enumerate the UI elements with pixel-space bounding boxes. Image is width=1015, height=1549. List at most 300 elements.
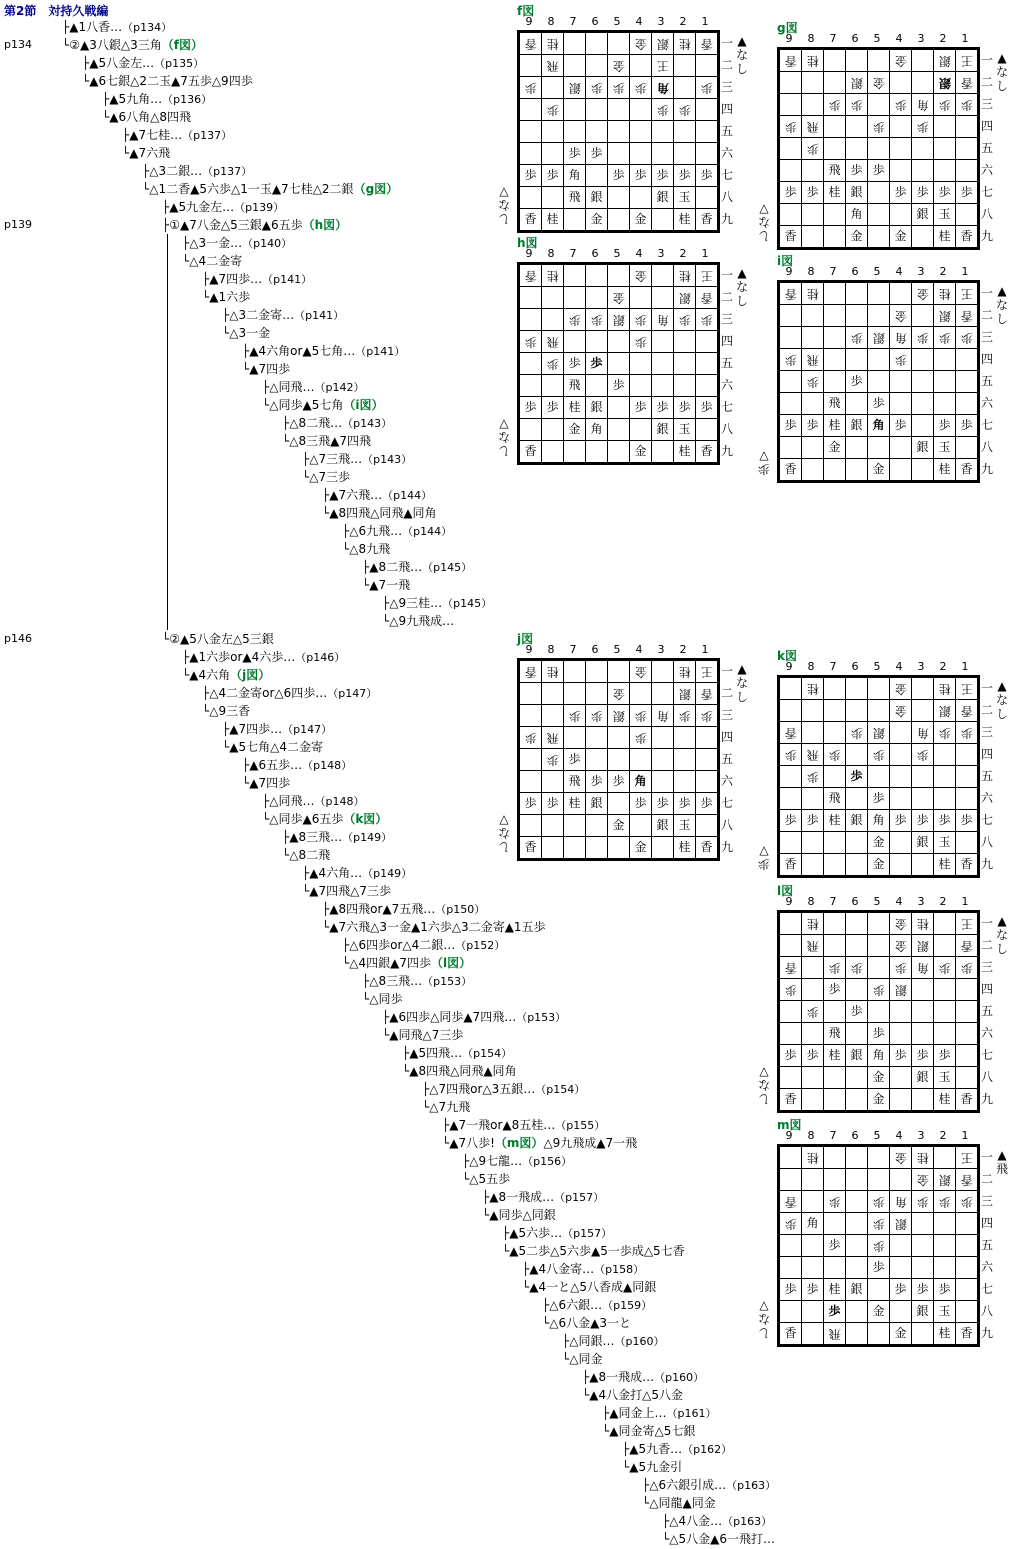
move-line: [262, 396, 383, 414]
board-square: 歩: [520, 165, 542, 187]
move-line: [222, 720, 332, 738]
move-text: △3一金: [229, 326, 271, 340]
shogi-board: [777, 47, 980, 250]
move-text-cont: △9九飛成▲7一飛: [543, 1136, 638, 1150]
board-square: [608, 397, 630, 419]
tree-connector: └: [262, 398, 270, 412]
file-label: 5: [873, 32, 881, 45]
rank-label: 二: [980, 1172, 993, 1186]
page-ref: （p148）: [302, 759, 353, 772]
move-text: △6六銀…: [549, 1298, 603, 1312]
board-square: 歩: [608, 375, 630, 397]
tree-connector: ├: [262, 380, 270, 394]
board-square: 歩: [630, 705, 652, 727]
board-square: [890, 72, 912, 94]
board-square: [824, 327, 846, 349]
board-square: 玉: [674, 815, 696, 837]
file-label: 9: [785, 32, 793, 45]
board-square: 歩: [564, 143, 586, 165]
board-square: 歩: [780, 1213, 802, 1235]
diagram-title: k図: [777, 649, 797, 663]
board-square: [780, 1147, 802, 1169]
board-square: [802, 1235, 824, 1257]
board-square: 歩: [868, 1023, 890, 1045]
board-square: [956, 349, 978, 371]
diagram-ref: （j図）: [230, 668, 271, 682]
board-square: [520, 683, 542, 705]
board-square: [956, 788, 978, 810]
board-square: [824, 226, 846, 248]
board-square: 歩: [956, 810, 978, 832]
board-square: [956, 832, 978, 854]
file-label: 7: [569, 15, 577, 28]
tree-connector: └: [662, 1532, 670, 1546]
board-square: 角: [630, 771, 652, 793]
board-square: 歩: [674, 705, 696, 727]
board-square: 歩: [780, 744, 802, 766]
board-square: [802, 722, 824, 744]
board-square: [586, 55, 608, 77]
board-square: [802, 1023, 824, 1045]
board-square: 銀: [652, 815, 674, 837]
move-line: [562, 1350, 602, 1368]
board-square: [608, 33, 630, 55]
tree-connector: └: [502, 1244, 510, 1258]
move-line: [662, 1530, 775, 1548]
board-square: [846, 1169, 868, 1191]
shogi-board: [517, 262, 720, 465]
board-square: [802, 305, 824, 327]
tree-connector: └: [202, 704, 210, 718]
board-square: 飛: [824, 1323, 846, 1345]
move-text: ▲6八角△8四飛: [109, 110, 191, 124]
move-text: ▲5八金左…: [89, 56, 155, 70]
move-text: △9七龍…: [469, 1154, 523, 1168]
file-label: 5: [613, 15, 621, 28]
file-label: 8: [807, 660, 815, 673]
move-text: ▲同歩△同銀: [489, 1208, 556, 1222]
rank-label: 七: [980, 185, 993, 199]
rank-label: 八: [720, 422, 733, 436]
file-label: 2: [679, 247, 687, 260]
move-line: [142, 162, 252, 180]
move-text: ▲8三飛…: [289, 830, 343, 844]
board-square: 金: [608, 815, 630, 837]
board-square: [696, 419, 718, 441]
board-square: [912, 1001, 934, 1023]
file-label: 3: [657, 247, 665, 260]
board-square: 香: [956, 459, 978, 481]
board-square: [520, 749, 542, 771]
board-square: 歩: [802, 371, 824, 393]
rank-label: 一: [720, 664, 733, 678]
rank-label: 六: [980, 396, 993, 410]
board-square: 歩: [934, 957, 956, 979]
board-square: 金: [890, 913, 912, 935]
board-square: 金: [824, 437, 846, 459]
board-square: [912, 371, 934, 393]
board-square: [868, 50, 890, 72]
page-ref: （p154）: [535, 1083, 586, 1096]
tree-connector: └: [342, 956, 350, 970]
tree-connector: └: [62, 38, 70, 52]
page-ref: （p147）: [282, 723, 333, 736]
tree-connector: └: [222, 740, 230, 754]
tree-connector: └: [322, 920, 330, 934]
board-square: [846, 1023, 868, 1045]
board-square: [868, 1323, 890, 1345]
board-square: 桂: [824, 1279, 846, 1301]
file-label: 6: [591, 247, 599, 260]
file-label: 9: [785, 660, 793, 673]
board-square: [564, 265, 586, 287]
file-label: 5: [873, 265, 881, 278]
board-square: 歩: [890, 1279, 912, 1301]
board-square: 銀: [912, 832, 934, 854]
move-text: ▲5九香…: [629, 1442, 683, 1456]
board-square: [824, 50, 846, 72]
board-square: [696, 187, 718, 209]
file-label: 4: [635, 15, 643, 28]
board-square: [890, 437, 912, 459]
board-square: [824, 1147, 846, 1169]
move-text: △4二金寄or△6四歩…: [209, 686, 328, 700]
board-square: 歩: [868, 1235, 890, 1257]
board-square: [586, 749, 608, 771]
tree-connector: ├: [502, 1226, 510, 1240]
board-square: [520, 815, 542, 837]
move-text: ▲6五歩…: [249, 758, 303, 772]
tree-connector: └: [462, 1172, 470, 1186]
file-label: 2: [939, 660, 947, 673]
move-line: [382, 1026, 463, 1044]
board-square: [696, 55, 718, 77]
move-text: ▲7一飛: [369, 578, 411, 592]
board-square: [802, 1089, 824, 1111]
page-ref: （p157）: [562, 1227, 613, 1240]
board-square: [630, 55, 652, 77]
gote-hand: △ な し: [498, 416, 511, 458]
rank-label: 三: [720, 708, 733, 722]
file-label: 4: [895, 32, 903, 45]
diagram-title: h図: [517, 236, 538, 250]
tree-connector: ├: [422, 1082, 430, 1096]
board-square: 歩: [802, 766, 824, 788]
board-square: 歩: [542, 749, 564, 771]
rank-label: 五: [980, 141, 993, 155]
board-square: [912, 979, 934, 1001]
margin-page-ref: p139: [4, 218, 32, 231]
board-square: 飛: [542, 727, 564, 749]
move-text: ▲4六角…: [309, 866, 363, 880]
move-line: [382, 612, 454, 630]
board-square: 歩: [934, 415, 956, 437]
board-square: [956, 1301, 978, 1323]
board-square: 玉: [674, 187, 696, 209]
move-line: [282, 432, 371, 450]
move-text: ▲5九角…: [109, 92, 163, 106]
file-label: 9: [785, 895, 793, 908]
board-square: [912, 1257, 934, 1279]
tree-connector: ├: [282, 416, 290, 430]
board-square: 香: [956, 305, 978, 327]
board-square: 銀: [912, 935, 934, 957]
board-square: 角: [912, 957, 934, 979]
diagram-title: f図: [517, 4, 535, 18]
board-square: [956, 160, 978, 182]
board-square: [608, 265, 630, 287]
board-square: [846, 913, 868, 935]
board-square: 歩: [934, 94, 956, 116]
tree-connector: └: [162, 632, 170, 646]
shogi-board: [777, 1144, 980, 1347]
rank-labels: [719, 32, 735, 230]
board-square: 歩: [934, 722, 956, 744]
tree-connector: └: [602, 1424, 610, 1438]
board-square: 歩: [630, 77, 652, 99]
board-square: [868, 94, 890, 116]
board-square: 歩: [912, 810, 934, 832]
board-square: 歩: [846, 957, 868, 979]
board-square: 桂: [802, 283, 824, 305]
board-square: [824, 678, 846, 700]
board-square: 香: [780, 854, 802, 876]
rank-label: 七: [720, 796, 733, 810]
file-label: 9: [525, 643, 533, 656]
move-line: [122, 126, 232, 144]
board-square: [542, 705, 564, 727]
gote-hand: △ 歩: [758, 843, 771, 871]
gote-hand: △ 歩: [758, 448, 771, 476]
board-square: 歩: [868, 1213, 890, 1235]
board-square: 歩: [956, 957, 978, 979]
board-square: 歩: [802, 182, 824, 204]
file-label: 2: [679, 15, 687, 28]
board-square: [564, 287, 586, 309]
board-square: 香: [696, 441, 718, 463]
board-square: [674, 121, 696, 143]
board-square: 金: [846, 226, 868, 248]
board-square: 桂: [934, 459, 956, 481]
move-line: [382, 1008, 566, 1026]
board-square: [890, 1301, 912, 1323]
file-label: 3: [657, 643, 665, 656]
board-square: 歩: [586, 705, 608, 727]
move-text: ▲1六歩: [209, 290, 251, 304]
move-text: ▲同金上…: [609, 1406, 667, 1420]
board-square: [674, 749, 696, 771]
board-square: [520, 287, 542, 309]
diagram-title: g図: [777, 21, 798, 35]
file-label: 1: [961, 660, 969, 673]
board-square: 香: [780, 459, 802, 481]
board-square: 香: [696, 683, 718, 705]
move-text: △同歩▲6五歩: [269, 812, 344, 826]
move-text: △同金: [569, 1352, 603, 1366]
board-square: [520, 375, 542, 397]
board-square: [956, 1279, 978, 1301]
file-label: 9: [525, 15, 533, 28]
board-square: [564, 815, 586, 837]
board-square: [824, 722, 846, 744]
move-text: ①▲7八金△5三銀▲6五歩: [169, 218, 303, 232]
move-text: ▲6四歩△同歩▲7四飛…: [389, 1010, 517, 1024]
board-square: [912, 788, 934, 810]
board-square: [868, 1169, 890, 1191]
move-line: [222, 324, 270, 342]
board-square: 歩: [696, 165, 718, 187]
board-square: 香: [520, 661, 542, 683]
board-square: [520, 187, 542, 209]
move-line: [322, 486, 432, 504]
board-square: [912, 349, 934, 371]
board-square: [934, 1023, 956, 1045]
file-labels: [778, 661, 976, 673]
rank-label: 二: [720, 290, 733, 304]
board-square: [652, 661, 674, 683]
board-square: [608, 661, 630, 683]
board-square: [608, 99, 630, 121]
board-square: 飛: [542, 331, 564, 353]
margin-page-ref: p146: [4, 632, 32, 645]
move-line: [362, 558, 472, 576]
tree-connector: ├: [462, 1154, 470, 1168]
board-square: 歩: [802, 1045, 824, 1067]
page-ref: （p155）: [555, 1119, 606, 1132]
move-line: [242, 342, 405, 360]
move-text: ▲5七角△4二金寄: [229, 740, 323, 754]
move-line: [602, 1404, 716, 1422]
board-square: [780, 94, 802, 116]
tree-connector: └: [622, 1460, 630, 1474]
board-square: [846, 305, 868, 327]
board-square: 王: [652, 55, 674, 77]
rank-label: 七: [980, 1282, 993, 1296]
board-square: 金: [890, 935, 912, 957]
board-square: 歩: [802, 1279, 824, 1301]
board-square: [956, 1001, 978, 1023]
move-text: △4八金…: [669, 1514, 723, 1528]
board-square: 金: [912, 283, 934, 305]
board-square: [956, 393, 978, 415]
board-square: [608, 331, 630, 353]
page-ref: （p158）: [594, 1263, 645, 1276]
move-line: [522, 1278, 656, 1296]
tree-connector: ├: [582, 1370, 590, 1384]
board-square: [934, 371, 956, 393]
board-square: 香: [780, 1089, 802, 1111]
move-line: [382, 594, 492, 612]
board-square: [542, 815, 564, 837]
board-square: [630, 683, 652, 705]
board-square: [608, 121, 630, 143]
board-square: 歩: [868, 393, 890, 415]
board-square: [846, 1147, 868, 1169]
move-line: [522, 1260, 644, 1278]
rank-label: 六: [980, 1026, 993, 1040]
board-square: [802, 393, 824, 415]
tree-connector: └: [222, 326, 230, 340]
board-square: [802, 1067, 824, 1089]
move-line: [362, 990, 402, 1008]
move-text: △8三飛…: [369, 974, 423, 988]
board-square: 金: [608, 683, 630, 705]
move-text: ▲5六歩…: [509, 1226, 563, 1240]
rank-label: 八: [980, 1304, 993, 1318]
board-square: [912, 678, 934, 700]
rank-label: 八: [980, 1070, 993, 1084]
board-square: 香: [956, 935, 978, 957]
board-square: [956, 116, 978, 138]
shogi-board: [777, 910, 980, 1113]
board-square: 香: [956, 1169, 978, 1191]
board-square: [520, 353, 542, 375]
board-square: [630, 815, 652, 837]
move-line: [262, 792, 364, 810]
file-label: 5: [613, 643, 621, 656]
board-square: 角: [652, 309, 674, 331]
board-square: [890, 138, 912, 160]
board-square: [564, 727, 586, 749]
rank-labels: [979, 282, 995, 480]
tree-connector: ├: [442, 1118, 450, 1132]
board-square: [824, 349, 846, 371]
board-square: 金: [608, 287, 630, 309]
tree-connector: ├: [122, 128, 130, 142]
diagram-ref: （m図）: [494, 1136, 544, 1150]
move-line: [302, 468, 350, 486]
board-square: 飛: [802, 349, 824, 371]
tree-connector: ├: [402, 1046, 410, 1060]
gote-hand: △ な し: [498, 812, 511, 854]
move-text: △4四銀▲7四歩: [349, 956, 431, 970]
board-square: 歩: [824, 979, 846, 1001]
board-square: 銀: [846, 415, 868, 437]
page-ref: （p160）: [614, 1335, 665, 1348]
board-square: 香: [520, 33, 542, 55]
board-square: [802, 226, 824, 248]
tree-connector: └: [362, 992, 370, 1006]
move-line: [322, 918, 546, 936]
board-square: [846, 1235, 868, 1257]
move-line: [642, 1476, 776, 1494]
tree-connector: └: [282, 848, 290, 862]
board-square: [912, 459, 934, 481]
board-square: [802, 957, 824, 979]
tree-connector: └: [302, 470, 310, 484]
page-ref: （p157）: [554, 1191, 605, 1204]
file-label: 1: [701, 15, 709, 28]
file-label: 8: [807, 265, 815, 278]
file-label: 3: [917, 895, 925, 908]
board-square: 飛: [802, 744, 824, 766]
move-line: [242, 756, 352, 774]
tree-connector: ├: [102, 92, 110, 106]
board-square: 飛: [824, 393, 846, 415]
board-square: 金: [564, 419, 586, 441]
board-square: 歩: [868, 1257, 890, 1279]
board-square: [846, 459, 868, 481]
board-square: [934, 1001, 956, 1023]
move-line: [342, 522, 452, 540]
tree-connector: ├: [182, 650, 190, 664]
move-line: [602, 1422, 695, 1440]
page-ref: （p136）: [162, 93, 213, 106]
file-label: 4: [895, 1129, 903, 1142]
board-square: [912, 1023, 934, 1045]
rank-label: 一: [720, 268, 733, 282]
diagram-ref: （g図）: [353, 182, 399, 196]
